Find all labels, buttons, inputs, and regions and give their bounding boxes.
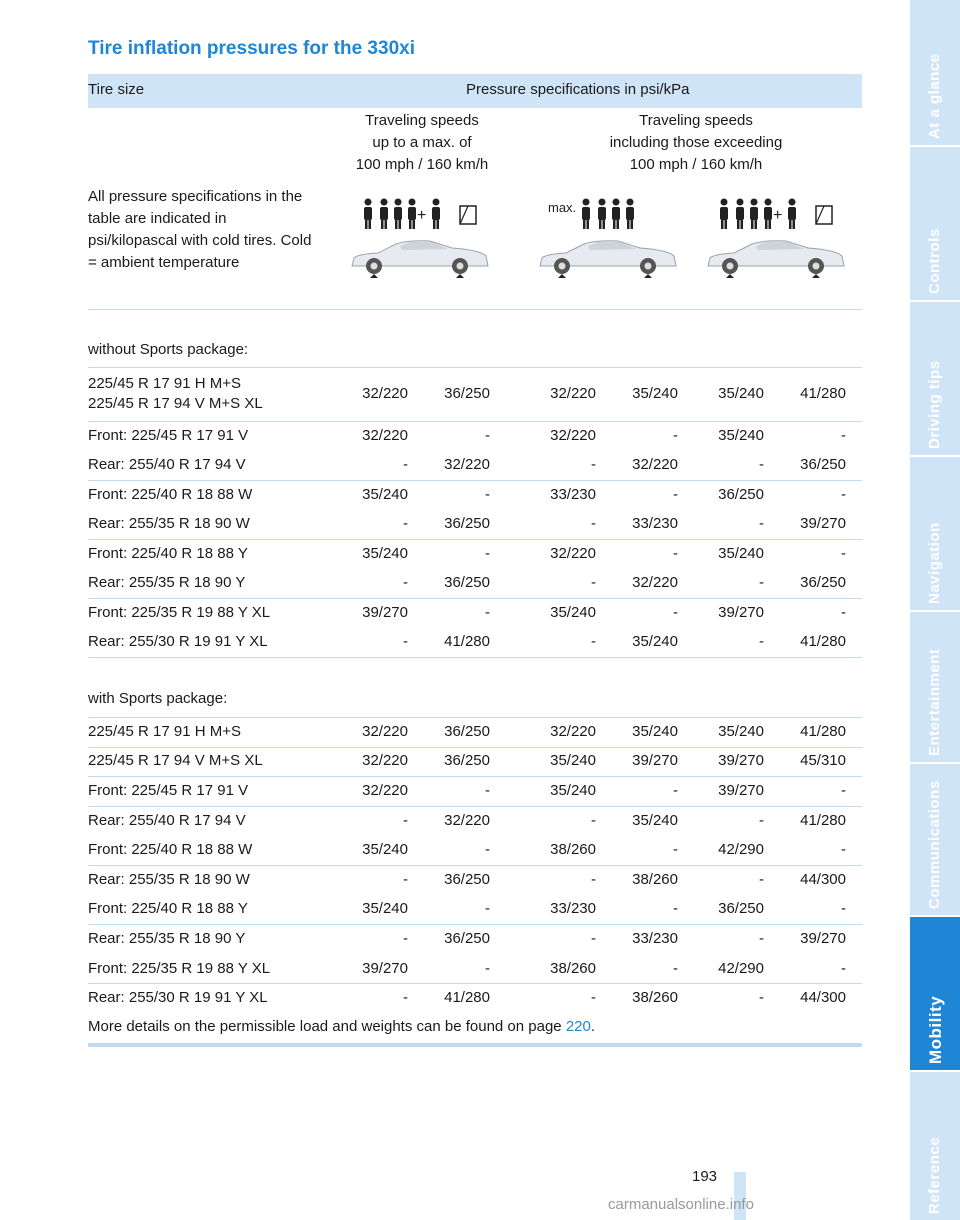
pressure-value: 35/240 — [632, 811, 678, 829]
header-pressure: Pressure specifications in psi/kPa — [466, 81, 690, 98]
row-divider — [88, 983, 862, 984]
tire-size-line: 225/45 R 17 94 V M+S XL — [88, 752, 263, 770]
tire-size-label — [88, 603, 270, 623]
chapter-tab-label: Mobility — [926, 995, 945, 1064]
pressure-value: 32/220 — [550, 426, 596, 444]
row-divider — [88, 924, 862, 925]
row-divider — [88, 747, 862, 748]
pressure-value: - — [485, 485, 490, 503]
pressure-value: - — [841, 485, 846, 503]
tire-size-line: Front: 225/35 R 19 88 Y XL — [88, 959, 271, 977]
row-divider — [88, 717, 862, 718]
load-full-car-icon — [700, 192, 850, 292]
pressure-value: - — [841, 603, 846, 621]
pressure-value: - — [485, 841, 490, 859]
footer-end: . — [590, 1018, 596, 1035]
chapter-tab-label: At a glance — [926, 53, 943, 139]
tire-size-label — [88, 722, 241, 742]
chapter-tab-label: Communications — [926, 780, 943, 909]
pressure-value: 36/250 — [800, 574, 846, 592]
pressure-value: - — [591, 811, 596, 829]
pressure-value: 38/260 — [632, 870, 678, 888]
watermark: carmanualsonline.info — [608, 1196, 754, 1213]
pressure-value: 32/220 — [550, 385, 596, 402]
pressure-value: - — [759, 456, 764, 474]
chapter-tab-label: Entertainment — [926, 648, 943, 756]
tire-size-label — [88, 929, 245, 949]
tire-size-line: Rear: 255/30 R 19 91 Y XL — [88, 989, 268, 1007]
pressure-value: 35/240 — [632, 722, 678, 740]
pressure-value: - — [673, 603, 678, 621]
pressure-value: - — [673, 426, 678, 444]
row-divider — [88, 539, 862, 540]
speed-header-line: 100 mph / 160 km/h — [629, 156, 763, 173]
row-divider — [88, 421, 862, 422]
tire-size-line: 225/45 R 17 94 V M+S XL — [88, 395, 263, 412]
pressure-value: - — [591, 456, 596, 474]
pressure-value: 39/270 — [718, 603, 764, 621]
pressure-value: 33/230 — [550, 900, 596, 918]
pressure-value: 36/250 — [444, 930, 490, 947]
tire-size-line: Rear: 255/35 R 18 90 Y — [88, 930, 246, 947]
row-divider — [88, 598, 862, 599]
tire-size-label — [88, 374, 263, 414]
pressure-value: 36/250 — [444, 752, 490, 770]
page-number: 193 — [692, 1168, 718, 1185]
pressure-value: - — [591, 989, 596, 1007]
speed-header-normal — [330, 110, 514, 176]
pressure-value: - — [841, 782, 846, 799]
pressure-value: - — [591, 515, 596, 533]
tire-size-label — [88, 959, 270, 979]
tire-size-line: Front: 225/45 R 17 91 V — [88, 782, 249, 799]
pressure-value: - — [403, 989, 408, 1007]
tire-size-line: Rear: 255/35 R 18 90 W — [88, 870, 250, 888]
pressure-value: 35/240 — [632, 633, 678, 651]
pressure-value: 36/250 — [800, 456, 846, 474]
bottom-rule — [88, 1043, 862, 1047]
plus-symbol: + — [417, 207, 427, 224]
pressure-value: - — [673, 959, 678, 977]
pressure-value: 35/240 — [362, 841, 408, 859]
pressure-value: - — [591, 870, 596, 888]
pressure-value: - — [403, 574, 408, 592]
pressure-value: - — [485, 544, 490, 562]
tire-size-label — [88, 870, 250, 890]
tire-size-label — [88, 544, 248, 564]
row-divider — [88, 776, 862, 777]
chapter-tab-controls[interactable] — [910, 147, 960, 300]
pressure-value: 36/250 — [444, 574, 490, 592]
tire-size-line: Rear: 255/30 R 19 91 Y XL — [88, 633, 268, 651]
pressure-value: 32/220 — [362, 385, 408, 402]
pressure-value: - — [759, 870, 764, 888]
pressure-value: - — [759, 989, 764, 1007]
chapter-tab-mobility[interactable] — [910, 917, 960, 1070]
pressure-value: 35/240 — [362, 900, 408, 918]
pressure-value: - — [403, 811, 408, 829]
pressure-value: 36/250 — [718, 485, 764, 503]
pressure-value: 32/220 — [550, 544, 596, 562]
pressure-value: 44/300 — [800, 989, 846, 1007]
tire-size-label — [88, 426, 248, 446]
pressure-value: 32/220 — [362, 752, 408, 770]
pressure-value: - — [403, 456, 408, 474]
pressure-value: - — [841, 841, 846, 859]
pressure-value: 41/280 — [800, 385, 846, 402]
footer-note — [88, 1018, 595, 1035]
pressure-value: 35/240 — [362, 544, 408, 562]
pressure-value: - — [759, 574, 764, 592]
pressure-value: - — [759, 811, 764, 829]
pressure-value: - — [841, 426, 846, 444]
pressure-value: 35/240 — [718, 426, 764, 444]
pressure-value: 39/270 — [632, 752, 678, 770]
pressure-value: - — [485, 900, 490, 918]
pressure-value: - — [591, 574, 596, 592]
pressure-value: 41/280 — [800, 811, 846, 829]
tire-size-label — [88, 485, 252, 505]
pressure-value: 36/250 — [444, 722, 490, 740]
tire-size-label — [88, 514, 250, 534]
load-partial-car-icon — [344, 192, 494, 292]
pressure-value: 44/300 — [800, 870, 846, 888]
pressure-value: - — [403, 870, 408, 888]
tire-size-line: 225/45 R 17 91 H M+S — [88, 375, 242, 392]
speed-header-line: 100 mph / 160 km/h — [355, 156, 489, 173]
speed-header-line: up to a max. of — [372, 134, 472, 151]
pressure-value: - — [485, 959, 490, 977]
pressure-value: 35/240 — [718, 722, 764, 740]
pressure-value: 32/220 — [550, 722, 596, 740]
pressure-value: 32/220 — [632, 456, 678, 474]
pressure-value: 35/240 — [362, 485, 408, 503]
tire-size-label — [88, 632, 268, 652]
pressure-value: - — [403, 515, 408, 533]
pressure-value: - — [403, 633, 408, 651]
pressure-value: 41/280 — [444, 633, 490, 651]
pressure-value: - — [485, 603, 490, 621]
pressure-value: 39/270 — [718, 752, 764, 770]
speed-header-line: Traveling speeds — [365, 112, 479, 129]
luggage-icon — [460, 206, 476, 224]
tire-size-label — [88, 781, 248, 801]
load-max-car-icon — [532, 192, 682, 292]
pressure-value: 39/270 — [718, 782, 764, 799]
tire-size-line: Rear: 255/35 R 18 90 Y — [88, 574, 246, 592]
pressure-value: 33/230 — [632, 930, 678, 947]
row-divider — [88, 657, 862, 658]
pressure-value: 39/270 — [362, 959, 408, 977]
pressure-value: 39/270 — [362, 603, 408, 621]
pressure-value: 38/260 — [632, 989, 678, 1007]
pressure-value: 38/260 — [550, 959, 596, 977]
pressure-value: 35/240 — [550, 782, 596, 799]
pressure-value: 35/240 — [550, 752, 596, 770]
section-label: with Sports package: — [88, 690, 228, 707]
tire-size-label — [88, 455, 246, 475]
pressure-value: 45/310 — [800, 752, 846, 770]
tire-size-line: Front: 225/40 R 18 88 Y — [88, 900, 248, 918]
speed-header-line: including those exceeding — [609, 134, 783, 151]
chapter-tab-communications[interactable] — [910, 764, 960, 915]
row-divider — [88, 806, 862, 807]
page-link[interactable]: 220 — [565, 1018, 591, 1035]
pressure-value: - — [759, 515, 764, 533]
pressure-value: 32/220 — [444, 456, 490, 474]
row-divider — [88, 367, 862, 368]
tire-size-line: Rear: 255/40 R 17 94 V — [88, 811, 246, 829]
pressure-value: 33/230 — [550, 485, 596, 503]
page-title: Tire inflation pressures for the 330xi — [88, 38, 415, 59]
divider — [88, 309, 862, 310]
pressure-value: 32/220 — [444, 811, 490, 829]
pressure-value: 32/220 — [362, 722, 408, 740]
pressure-value: 35/240 — [550, 603, 596, 621]
pressure-value: 42/290 — [718, 841, 764, 859]
pressure-value: - — [673, 841, 678, 859]
pressure-value: 32/220 — [362, 782, 408, 799]
pressure-value: 41/280 — [800, 633, 846, 651]
pressure-value: 41/280 — [444, 989, 490, 1007]
chapter-tab-navigation[interactable] — [910, 457, 960, 610]
pressure-value: 36/250 — [718, 900, 764, 918]
pressure-value: 35/240 — [718, 385, 764, 402]
pressure-value: - — [673, 782, 678, 799]
pressure-value: - — [673, 544, 678, 562]
pressure-value: 32/220 — [632, 574, 678, 592]
tire-size-line: Front: 225/45 R 17 91 V — [88, 426, 249, 444]
plus-symbol: + — [773, 207, 783, 224]
chapter-tab-reference[interactable] — [910, 1072, 960, 1220]
tire-size-label — [88, 899, 248, 919]
tire-size-line: Rear: 255/35 R 18 90 W — [88, 515, 250, 533]
pressure-value: - — [403, 930, 408, 947]
chapter-tab-entertainment[interactable] — [910, 612, 960, 762]
tire-size-label — [88, 811, 246, 831]
cold-tires-note: All pressure specifications in the table are indicated in psi/kilopascal with cold tires. Cold = ambient temperature — [88, 188, 312, 271]
chapter-tab-label: Driving tips — [926, 360, 943, 449]
tire-size-line: Front: 225/40 R 18 88 W — [88, 485, 253, 503]
tire-size-label — [88, 751, 263, 771]
pressure-value: 32/220 — [362, 426, 408, 444]
luggage-icon — [816, 206, 832, 224]
row-divider — [88, 865, 862, 866]
pressure-value: - — [759, 930, 764, 947]
section-label: without Sports package: — [88, 341, 249, 358]
chapter-tab-label: Navigation — [926, 522, 943, 604]
pressure-value: 42/290 — [718, 959, 764, 977]
pressure-value: 36/250 — [444, 385, 490, 402]
pressure-value: - — [591, 930, 596, 947]
chapter-tab-label: Reference — [926, 1136, 943, 1214]
tire-size-line: Front: 225/35 R 19 88 Y XL — [88, 603, 271, 621]
pressure-value: - — [841, 959, 846, 977]
max-label: max. — [548, 200, 577, 215]
pressure-value: 33/230 — [632, 515, 678, 533]
pressure-value: 41/280 — [800, 722, 846, 740]
tire-size-label — [88, 840, 252, 860]
row-divider — [88, 480, 862, 481]
header-tire-size: Tire size — [88, 81, 145, 98]
tire-size-line: Front: 225/40 R 18 88 Y — [88, 544, 248, 562]
pressure-value: 36/250 — [444, 515, 490, 533]
pressure-value: - — [759, 633, 764, 651]
pressure-value: - — [841, 544, 846, 562]
pressure-value: 35/240 — [632, 385, 678, 402]
tire-size-line: Rear: 255/40 R 17 94 V — [88, 456, 246, 474]
tire-size-label — [88, 988, 268, 1008]
tire-size-line: Front: 225/40 R 18 88 W — [88, 841, 253, 859]
pressure-value: 38/260 — [550, 841, 596, 859]
chapter-tab-at-a-glance[interactable] — [910, 0, 960, 145]
chapter-tab-label: Controls — [926, 228, 943, 294]
speed-header-line: Traveling speeds — [639, 112, 753, 129]
pressure-value: - — [673, 485, 678, 503]
speed-header-high — [568, 110, 824, 176]
pressure-value: 35/240 — [718, 544, 764, 562]
pressure-value: - — [591, 633, 596, 651]
pressure-value: - — [485, 782, 490, 799]
pressure-value: - — [485, 426, 490, 444]
pressure-value: - — [673, 900, 678, 918]
tire-size-line: 225/45 R 17 91 H M+S — [88, 722, 242, 740]
pressure-value: 39/270 — [800, 930, 846, 947]
chapter-tab-driving-tips[interactable] — [910, 302, 960, 455]
pressure-value: 39/270 — [800, 515, 846, 533]
tire-size-label — [88, 573, 245, 593]
footer-text: More details on the permissible load and weights can be found on page — [88, 1018, 566, 1035]
pressure-value: - — [841, 900, 846, 918]
pressure-value: 36/250 — [444, 870, 490, 888]
